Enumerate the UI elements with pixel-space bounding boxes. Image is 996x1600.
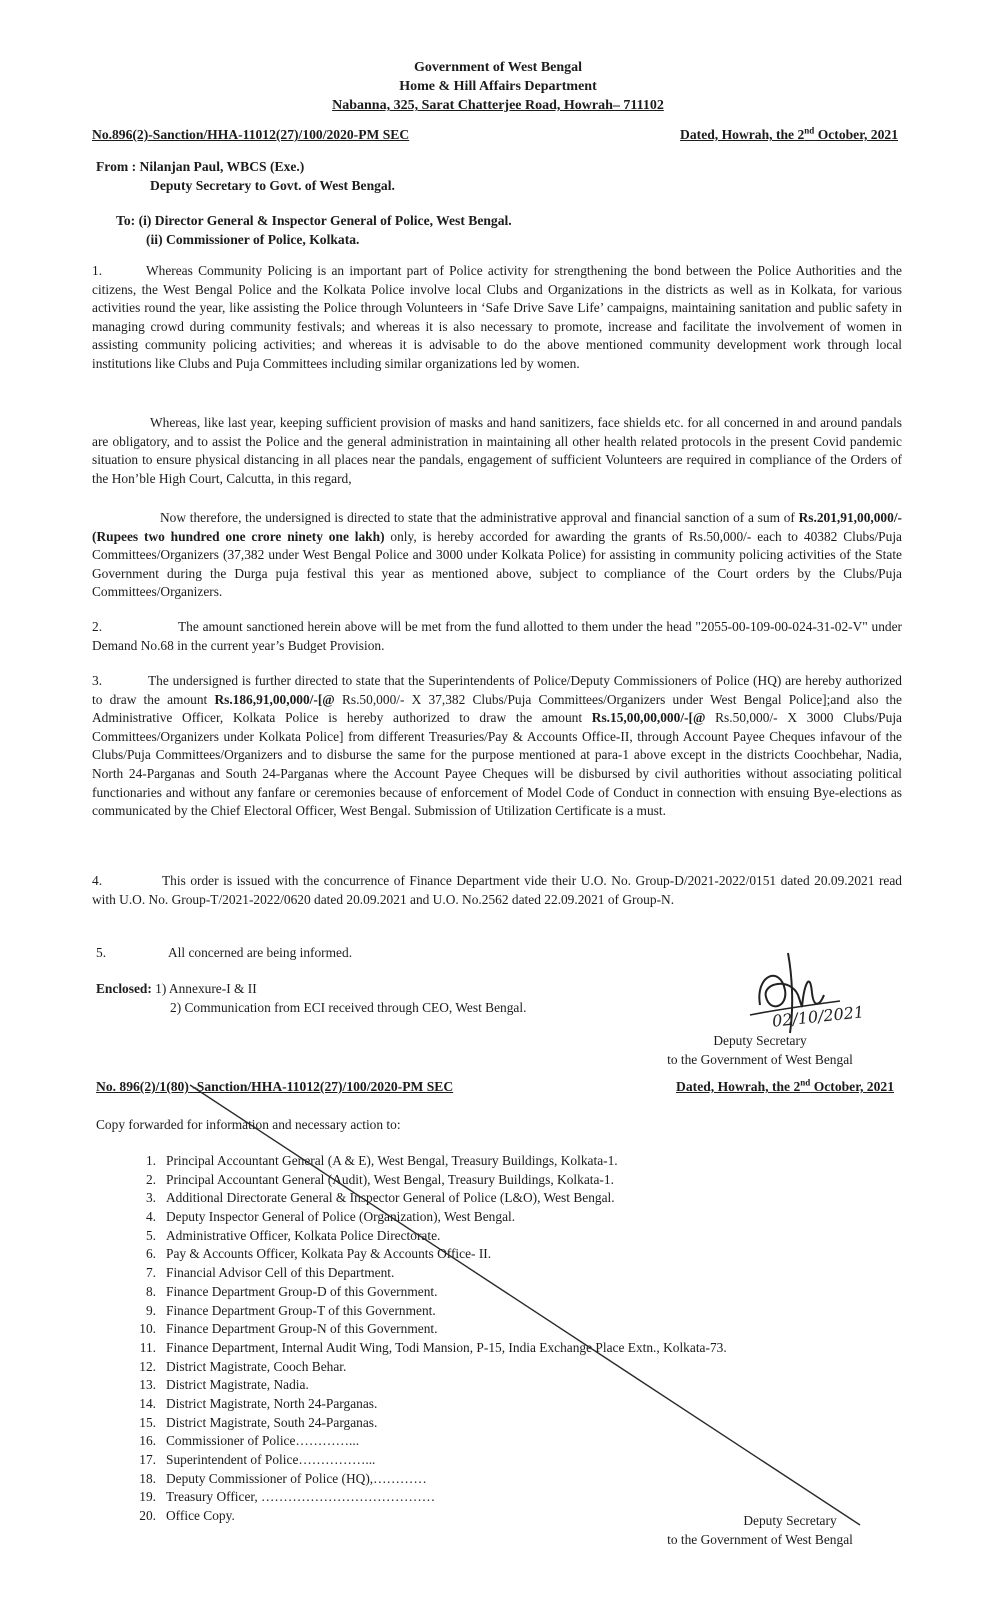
recipient-text: District Magistrate, North 24-Parganas. [166, 1395, 378, 1411]
recipient-number: 15. [139, 1414, 156, 1430]
paragraph-1-number: 1. [92, 263, 103, 278]
memo-2-number: No. 896(2)/1(80) -Sanction/HHA-11012(27)/100/2020-PM SEC [96, 1079, 454, 1094]
recipient-number: 19. [139, 1489, 156, 1505]
recipient-number: 17. [139, 1452, 156, 1467]
paragraph-3: 3. The undersigned is further directed to state that the Superintendents of Police/Deputy Commissioners of Police (HQ) are hereby authorized to draw the amount Rs.186,91,00,000/-[@ Rs.50,000/- X 37,382 Clubs/Puja Committees/Organizers under West Bengal Police];and also the Administrative Officer, Kolkata Police is hereby authorized to draw the amount Rs.15,00,00,000/-[@ Rs.50,000/- X 3000 Clubs/Puja Committees/Organizers under Kolkata Police] from different Treasuries/Pay & Accounts Office-II, through Account Payee Cheques infavour of the Clubs/Puja Committees/Organizers and to disburse the same for the purpose mentioned at para-1 above except in the districts Coochbehar, Nadia, North 24-Parganas and South 24-Parganas where the Account Payee Cheques will be disbursed by civil authorities without associating political functionaries and without any fanfare or ceremonies because of enforcement of Model Code of Conduct in connection with ensuing Bye-elections as communicated by the Chief Electoral Officer, West Bengal. Submission of Utilization Certificate is a must. [92, 673, 902, 819]
recipient-number: 11. [139, 1339, 156, 1355]
enclosure-2: 2) Communication from ECI received through CEO, West Bengal. [170, 999, 527, 1015]
signature-block-2 [640, 1512, 880, 1549]
recipient-text: Deputy Commissioner of Police (HQ),………… [166, 1470, 427, 1486]
recipient-text: District Magistrate, South 24-Parganas. [166, 1414, 378, 1430]
to-recipient-1: (i) Director General & Inspector General of Police, West Bengal. [138, 213, 512, 228]
from-designation: Deputy Secretary to Govt. of West Bengal. [150, 177, 395, 193]
recipient-number: 2. [145, 1171, 156, 1187]
recipient-text: District Magistrate, Nadia. [166, 1377, 309, 1393]
recipient-text: Commissioner of Police…………... [166, 1433, 360, 1449]
paragraph-1b: Whereas, like last year, keeping sufficient provision of masks and hand sanitizers, face shields etc. for all concerned in and around pandals are obligatory, and to assist the Police and the general administration in maintaining all other health related protocols in the present Covid pandemic situation to ensure physical distancing in all places near the pandals, engagement of sufficient Volunteers are required in compliance of the Orders of the Hon’ble High Court, Calcutta, in this regard, [92, 415, 902, 486]
recipient-text: Pay & Accounts Officer, Kolkata Pay & Accounts Office- II. [166, 1246, 492, 1262]
recipient-text: District Magistrate, Cooch Behar. [166, 1358, 347, 1374]
paragraph-1: 1. Whereas Community Policing is an important part of Police activity for strengthening the bond between the Police Authorities and the citizens, the West Bengal Police and the Kolkata Police involve local Clubs and Organizations in the districts as well as in Kolkata, for various activities round the year, like assisting the Police through Volunteers in ‘Safe Drive Save Life’ campaigns, maintaining sanitation and public safety in managing crowd during community festivals; and whereas it is also necessary to promote, increase and facilitate the involvement of women in assisting community policing activities; and whereas it is advisable to do the above mentioned community development work through local institutions like Clubs and Puja Committees including similar organizations led by women. [92, 263, 902, 371]
letterhead-department: Home & Hill Affairs Department [399, 79, 597, 94]
from-name: Nilanjan Paul, WBCS (Exe.) [139, 159, 305, 174]
paragraph-2: 2. The amount sanctioned herein above will be met from the fund allotted to them under the head "2055-00-109-00-024-31-02-V" under Demand No.68 in the current year’s Budget Provision. [92, 619, 902, 653]
recipient-text: Principal Accountant General (A & E), West Bengal, Treasury Buildings, Kolkata-1. [166, 1153, 618, 1168]
paragraph-3-number: 3. [92, 673, 103, 688]
recipient-text: Financial Advisor Cell of this Department. [166, 1265, 395, 1281]
copy-forwarded-line: Copy forwarded for information and necessary action to: [96, 1117, 401, 1132]
letterhead-government: Government of West Bengal [413, 60, 583, 75]
paragraph-4: 4. This order is issued with the concurrence of Finance Department vide their U.O. No. Group-D/2021-2022/0151 dated 20.09.2021 read with U.O. No. Group-T/2021-2022/0620 dated 20.09.2021 and U.O. No.2562 dated 22.09.2021 of Group-N. [92, 873, 902, 907]
signature-2-title: Deputy Secretary [743, 1513, 837, 1528]
recipient-text: Treasury Officer, ………………………………… [166, 1489, 436, 1505]
enclosure-1: 1) Annexure-I & II [155, 981, 257, 996]
recipient-number: 9. [145, 1302, 156, 1318]
recipient-number: 12. [139, 1358, 156, 1374]
recipient-text: Administrative Officer, Kolkata Police Directorate. [166, 1227, 441, 1243]
memo-number: No.896(2)-Sanction/HHA-11012(27)/100/2020-PM SEC [92, 127, 410, 142]
recipient-number: 14. [139, 1395, 156, 1411]
signature-date: 02/10/2021 [771, 1002, 865, 1031]
recipient-number: 13. [139, 1377, 156, 1393]
to-label: To: [116, 213, 136, 228]
memo-date: Dated, Howrah, the 2nd October, 2021 [680, 125, 898, 142]
recipient-number: 7. [145, 1265, 156, 1281]
recipient-text: Additional Directorate General & Inspector General of Police (L&O), West Bengal. [166, 1190, 615, 1206]
sanction-amount: Rs.201,91,00,000/-(Rupees two hundred one crore ninety one lakh) [92, 510, 902, 544]
recipient-number: 8. [145, 1283, 156, 1299]
recipient-text: Office Copy. [166, 1508, 235, 1524]
recipient-text: Finance Department, Internal Audit Wing, Todi Mansion, P-15, India Exchange Place Extn., Kolkata-73. [166, 1339, 727, 1355]
recipient-text: Finance Department Group-N of this Government. [166, 1321, 438, 1337]
recipient-number: 5. [145, 1227, 156, 1243]
paragraph-2-number: 2. [92, 619, 103, 634]
recipient-number: 6. [145, 1246, 156, 1262]
recipient-number: 3. [145, 1190, 156, 1206]
to-recipient-2: (ii) Commissioner of Police, Kolkata. [146, 231, 360, 247]
paragraph-5-number: 5. [96, 945, 107, 960]
signature-1-office: to the Government of West Bengal [667, 1051, 853, 1067]
recipient-number: 20. [139, 1508, 156, 1524]
recipient-number: 16. [139, 1433, 156, 1449]
recipient-text: Finance Department Group-T of this Government. [166, 1302, 436, 1318]
paragraph-1c: Now therefore, the undersigned is directed to state that the administrative approval and financial sanction of a sum of Rs.201,91,00,000/-(Rupees two hundred one crore ninety one lakh) only, is hereby accorded for awarding the grants of Rs.50,000/- each to 40382 Clubs/Puja Committees/Organizers (37,382 under West Bengal Police and 3000 under Kolkata Police) for assisting in community policing activities of the State Government during the Durga puja festival this year as mentioned above, subject to compliance of the Court orders by the Clubs/Puja Committees/Organizers. [92, 510, 902, 600]
signature-2-office: to the Government of West Bengal [667, 1531, 853, 1547]
recipient-text: Principal Accountant General (Audit), West Bengal, Treasury Buildings, Kolkata-1. [166, 1171, 614, 1187]
letterhead-address: Nabanna, 325, Sarat Chatterjee Road, Howrah– 711102 [332, 98, 664, 113]
recipient-text: Superintendent of Police……………... [166, 1452, 376, 1467]
recipient-number: 1. [145, 1153, 156, 1168]
enclosed-label: Enclosed: [96, 981, 152, 996]
paragraph-4-number: 4. [92, 873, 103, 888]
recipient-number: 4. [145, 1209, 156, 1225]
signature-1-title: Deputy Secretary [713, 1033, 807, 1048]
recipient-text: Deputy Inspector General of Police (Organization), West Bengal. [166, 1209, 516, 1225]
memo-2-date: Dated, Howrah, the 2nd October, 2021 [676, 1077, 894, 1094]
recipient-text: Finance Department Group-D of this Government. [166, 1283, 438, 1299]
paragraph-5-text: All concerned are being informed. [168, 945, 353, 960]
recipient-number: 18. [139, 1470, 156, 1486]
recipient-number: 10. [139, 1321, 156, 1337]
from-label: From : [96, 159, 137, 174]
